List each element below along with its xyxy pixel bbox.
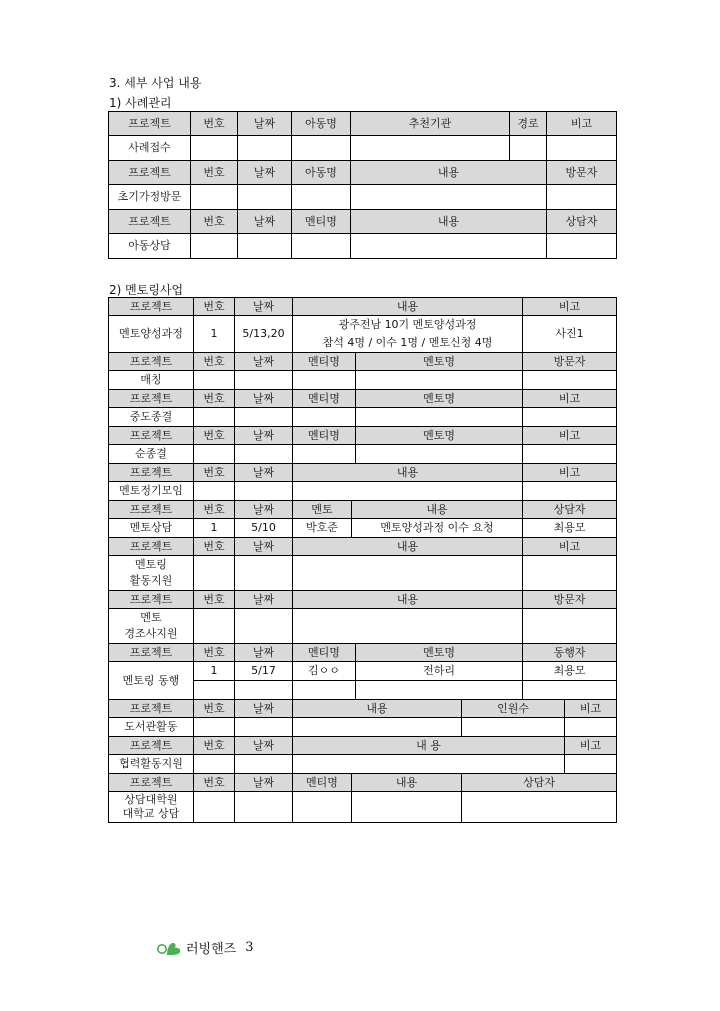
univ-line-2: 대학교 상담 <box>122 807 180 820</box>
table-row <box>109 609 617 644</box>
univ-line-1: 상담대학원 <box>124 793 178 806</box>
table-row: 중도종결 <box>109 408 617 427</box>
table-header-row: 프로젝트 번호 날짜 내용 비고 <box>109 538 617 556</box>
table-header-row: 프로젝트 번호 날짜 아동명 추천기관 경로 비고 <box>109 112 617 136</box>
table-row <box>109 185 617 210</box>
table-header-row: 프로젝트 번호 날짜 멘티명 내용 상담자 <box>109 774 617 792</box>
row-label-intake: 사례접수 <box>109 136 191 161</box>
table-row: 멘토링 동행 1 5/17 김ㅇㅇ 전하리 최용모 <box>109 662 617 681</box>
activity-support-line-2: 활동지원 <box>129 574 173 587</box>
table-header-row: 프로젝트 번호 날짜 내용 비고 <box>109 298 617 316</box>
hands-logo-icon <box>157 940 183 956</box>
case-management-title: 1) 사례관리 <box>109 96 172 110</box>
table-header-row: 프로젝트 번호 날짜 멘티명 멘토명 비고 <box>109 427 617 445</box>
table-row <box>109 136 617 161</box>
condolence-line-1: 멘토 <box>140 611 162 624</box>
mentoring-title: 2) 멘토링사업 <box>109 283 184 297</box>
table-row: 멘토정기모임 <box>109 482 617 501</box>
table-header-row: 프로젝트 번호 날짜 내용 비고 <box>109 464 617 482</box>
table-row: 협력활동지원 <box>109 755 617 774</box>
table-row: 매칭 <box>109 371 617 390</box>
row-label-child-counsel: 아동상담 <box>109 234 191 259</box>
table-row <box>109 556 617 591</box>
activity-support-line-1: 멘토링 <box>135 558 167 571</box>
table-row: 순종결 <box>109 445 617 464</box>
footer-brand: 러빙핸즈 <box>186 942 237 957</box>
mentoring-table <box>108 297 617 823</box>
footer <box>157 938 254 957</box>
table-header-row: 프로젝트 번호 날짜 멘티명 멘토명 동행자 <box>109 644 617 662</box>
table-header-row: 프로젝트 번호 날짜 멘티명 멘토명 비고 <box>109 390 617 408</box>
condolence-line-2: 경조사지원 <box>124 627 178 640</box>
table-row: 멘토상담 1 5/10 박호준 멘토양성과정 이수 요청 최용모 <box>109 519 617 538</box>
training-content-line-1: 광주전남 10기 멘토양성과정 <box>338 318 477 331</box>
table-header-row: 프로젝트 번호 날짜 내용 인원수 비고 <box>109 700 617 718</box>
table-row <box>109 792 617 823</box>
case-management-table <box>108 111 617 259</box>
table-row: 도서관활동 <box>109 718 617 737</box>
row-label-home-visit: 초기가정방문 <box>109 185 191 210</box>
training-content-line-2: 참석 4명 / 이수 1명 / 멘토신청 4명 <box>322 336 493 349</box>
table-header-row: 프로젝트 번호 날짜 멘토 내용 상담자 <box>109 501 617 519</box>
page-number: 3 <box>245 940 254 955</box>
table-header-row: 프로젝트 번호 날짜 내용 방문자 <box>109 591 617 609</box>
table-header-row: 프로젝트 번호 날짜 멘티명 멘토명 방문자 <box>109 353 617 371</box>
table-row: 멘토양성과정 1 5/13,20 광주전남 10기 멘토양성과정 참석 4명 / 이수 1명 / 멘토신청 4명 사진1 <box>109 316 617 353</box>
table-header-row: 프로젝트 번호 날짜 아동명 내용 방문자 <box>109 161 617 185</box>
section-title: 3. 세부 사업 내용 <box>109 76 202 90</box>
table-header-row: 프로젝트 번호 날짜 내 용 비고 <box>109 737 617 755</box>
table-header-row: 프로젝트 번호 날짜 멘티명 내용 상담자 <box>109 210 617 234</box>
table-row <box>109 234 617 259</box>
